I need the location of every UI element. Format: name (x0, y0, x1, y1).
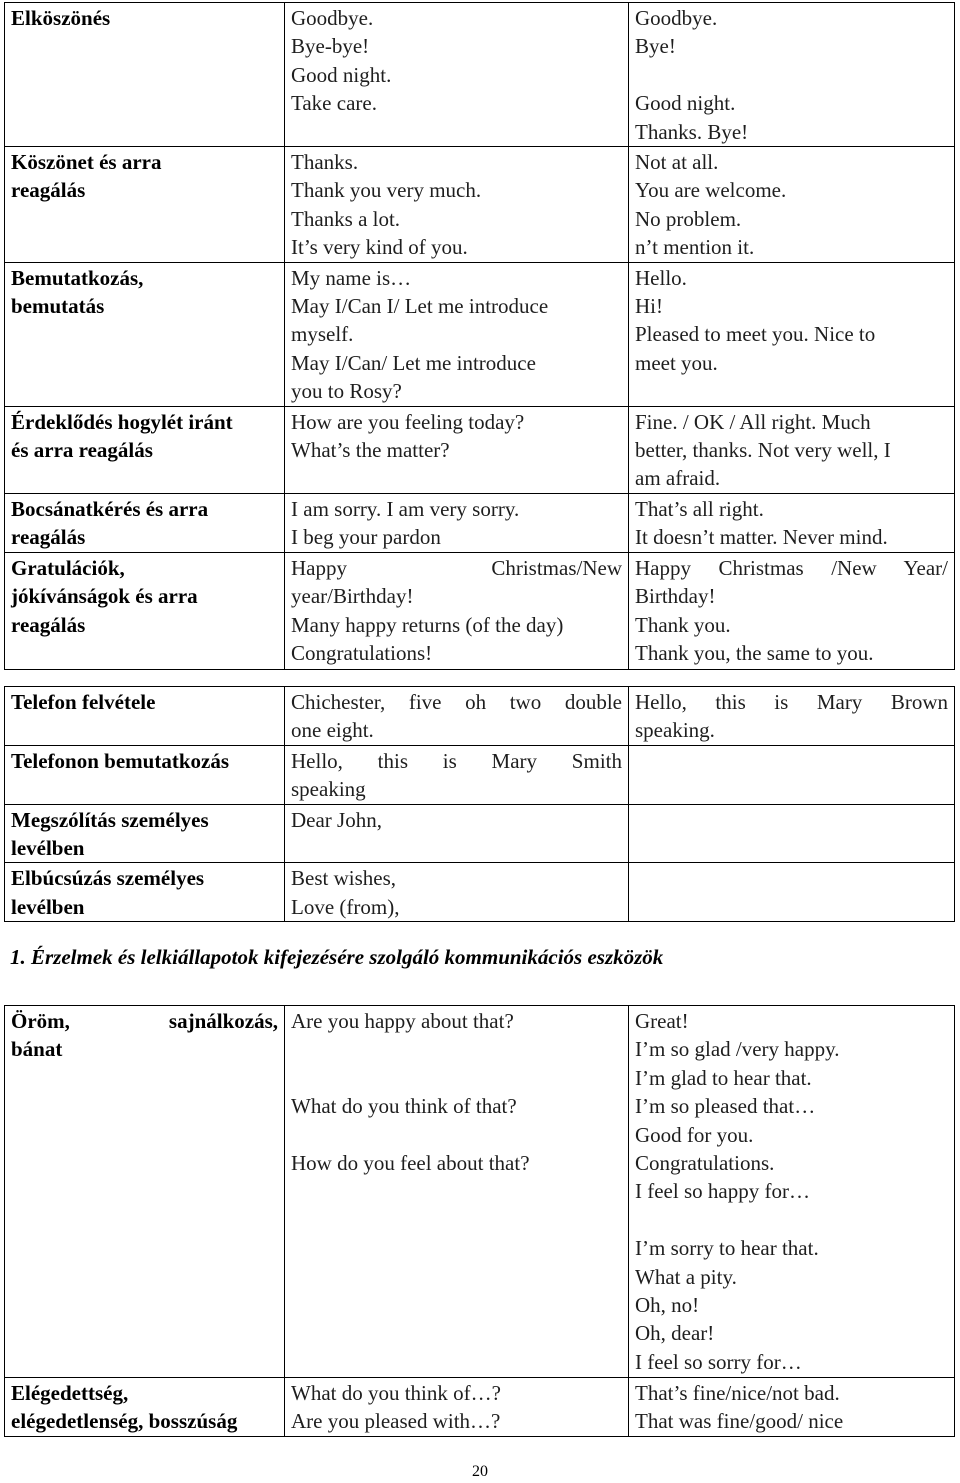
cell-line: Thank you, the same to you. (635, 640, 874, 665)
response-cell (629, 147, 955, 263)
cell-line: I beg your pardon (291, 525, 441, 550)
greetings-table (4, 2, 955, 670)
table-row (5, 863, 955, 922)
phrase-cell (285, 3, 629, 147)
cell-line: Goodbye. (291, 6, 374, 30)
phrase-cell (285, 552, 629, 669)
cell-line: Elégedettség, (11, 1381, 129, 1405)
cell-line: am afraid. (635, 466, 721, 491)
category-cell (5, 863, 285, 922)
cell-line: bánat (11, 1037, 63, 1062)
category-cell (5, 262, 285, 406)
cell-line: Oh, dear! (635, 1321, 715, 1346)
response-cell (629, 1006, 955, 1378)
cell-line (291, 1121, 622, 1149)
cell-line: Goodbye. (635, 6, 718, 30)
cell-line: myself. (291, 322, 354, 347)
response-cell (629, 406, 955, 493)
cell-line: Chichester, five oh two double (291, 690, 622, 714)
cell-line: Birthday! (635, 584, 716, 609)
category-cell (5, 1378, 285, 1437)
cell-line: Take care. (291, 91, 377, 116)
response-cell (629, 262, 955, 406)
cell-line: reagálás (11, 525, 86, 550)
cell-line: Bemutatkozás, (11, 265, 144, 290)
page-number: 20 (472, 1463, 488, 1480)
cell-line: Not at all. (635, 150, 719, 175)
cell-line: Telefon felvétele (11, 690, 156, 714)
category-cell (5, 493, 285, 552)
cell-line: Megszólítás személyes (11, 807, 209, 832)
phrase-cell (285, 262, 629, 406)
table-row (5, 406, 955, 493)
cell-line: Good night. (291, 62, 392, 87)
cell-line: Telefonon bemutatkozás (11, 748, 229, 773)
table-row (5, 493, 955, 552)
cell-line: I’m so pleased that… (635, 1094, 816, 1119)
cell-line: Are you happy about that? (291, 1009, 514, 1033)
cell-line: Köszönet és arra (11, 150, 162, 175)
response-cell (629, 745, 955, 804)
table-row (5, 1006, 955, 1378)
cell-line: What do you think of…? (291, 1381, 501, 1405)
category-cell (5, 147, 285, 263)
cell-line (291, 1035, 622, 1063)
cell-line: Thanks. Bye! (635, 119, 749, 144)
cell-line: Love (from), (291, 894, 400, 919)
cell-line: Bocsánatkérés és arra (11, 496, 209, 521)
cell-line: Gratulációk, (11, 555, 125, 580)
cell-line: Hello, this is Mary Brown (635, 690, 948, 714)
category-cell (5, 406, 285, 493)
cell-line: Elköszönés (11, 6, 111, 30)
cell-line: reagálás (11, 612, 86, 637)
cell-line: speaking. (635, 718, 715, 743)
response-cell (629, 863, 955, 922)
category-cell (5, 3, 285, 147)
cell-line: Fine. / OK / All right. Much (635, 409, 871, 434)
table-row (5, 147, 955, 263)
response-cell (629, 687, 955, 746)
response-cell (629, 493, 955, 552)
category-cell (5, 1006, 285, 1378)
cell-line: Hello. (635, 265, 687, 290)
phrase-cell (285, 493, 629, 552)
cell-line: Bye! (635, 34, 676, 59)
phrase-cell (285, 1378, 629, 1437)
phrase-cell (285, 863, 629, 922)
phrase-cell (285, 687, 629, 746)
phrase-cell (285, 406, 629, 493)
phrase-cell (285, 804, 629, 863)
cell-line: You are welcome. (635, 178, 787, 203)
cell-line (635, 1206, 948, 1234)
table-row (5, 3, 955, 147)
cell-line: és arra reagálás (11, 438, 153, 463)
cell-line: Great! (635, 1009, 689, 1033)
cell-line: I’m glad to hear that. (635, 1065, 812, 1090)
cell-line: No problem. (635, 206, 742, 231)
cell-line: My name is… (291, 265, 412, 290)
cell-line: levélben (11, 836, 85, 861)
response-cell (629, 3, 955, 147)
cell-line: What do you think of that? (291, 1094, 517, 1119)
cell-line: jókívánságok és arra (11, 584, 198, 609)
cell-line: Thank you very much. (291, 178, 482, 203)
cell-line: Érdeklődés hogylét iránt (11, 409, 233, 434)
cell-line: Hello, this is Mary Smith (291, 748, 622, 773)
cell-line: Bye-bye! (291, 34, 370, 59)
cell-line: How are you feeling today? (291, 409, 525, 434)
cell-line: Thanks a lot. (291, 206, 401, 231)
cell-line: Congratulations. (635, 1151, 775, 1176)
response-cell (629, 1378, 955, 1437)
cell-line: bemutatás (11, 294, 105, 319)
emotions-table (4, 1005, 955, 1437)
cell-line: you to Rosy? (291, 379, 402, 404)
cell-line: May I/Can I/ Let me introduce (291, 294, 549, 319)
cell-line: year/Birthday! (291, 584, 414, 609)
category-cell (5, 552, 285, 669)
cell-line: It doesn’t matter. Never mind. (635, 525, 888, 550)
category-cell (5, 804, 285, 863)
category-cell (5, 745, 285, 804)
cell-line: That’s all right. (635, 496, 764, 521)
cell-line: Good night. (635, 91, 736, 116)
cell-line: I am sorry. I am very sorry. (291, 496, 520, 521)
table-row (5, 262, 955, 406)
cell-line: Happy Christmas /New Year/ (635, 555, 948, 580)
cell-line: Thank you. (635, 612, 731, 637)
cell-line: What’s the matter? (291, 438, 450, 463)
cell-line: n’t mention it. (635, 235, 755, 260)
cell-line: Many happy returns (of the day) (291, 612, 564, 637)
cell-line: I feel so sorry for… (635, 1349, 802, 1374)
table-row (5, 687, 955, 746)
cell-line: Best wishes, (291, 866, 396, 891)
cell-line: I’m so glad /very happy. (635, 1037, 840, 1062)
cell-line: I’m sorry to hear that. (635, 1236, 819, 1261)
cell-line: That’s fine/nice/not bad. (635, 1381, 840, 1405)
category-cell (5, 687, 285, 746)
cell-line (291, 1064, 622, 1092)
cell-line: elégedetlenség, bosszúság (11, 1409, 238, 1434)
cell-line: It’s very kind of you. (291, 235, 468, 260)
table-row (5, 1378, 955, 1437)
phrase-cell (285, 147, 629, 263)
table-row (5, 552, 955, 669)
section-heading: 1. Érzelmek és lelkiállapotok kifejezésére szolgáló kommunikációs eszközök (10, 945, 664, 969)
phrase-cell (285, 1006, 629, 1378)
cell-line: better, thanks. Not very well, I (635, 438, 891, 463)
cell-line: one eight. (291, 718, 374, 743)
cell-line: Oh, no! (635, 1293, 700, 1318)
cell-line: meet you. (635, 350, 718, 375)
cell-line: Elbúcsúzás személyes (11, 866, 205, 891)
phone-letter-table (4, 686, 955, 922)
table-row (5, 804, 955, 863)
cell-line: Happy Christmas/New (291, 555, 622, 580)
cell-line: Congratulations! (291, 640, 433, 665)
cell-line: May I/Can/ Let me introduce (291, 350, 536, 375)
cell-line: That was fine/good/ nice (635, 1409, 844, 1434)
response-cell (629, 552, 955, 669)
cell-line: How do you feel about that? (291, 1150, 530, 1175)
cell-line: What a pity. (635, 1264, 737, 1289)
cell-line: reagálás (11, 178, 86, 203)
cell-line: Are you pleased with…? (291, 1409, 501, 1434)
cell-line: Good for you. (635, 1122, 754, 1147)
cell-line: Pleased to meet you. Nice to (635, 322, 876, 347)
response-cell (629, 804, 955, 863)
phrase-cell (285, 745, 629, 804)
cell-line: I feel so happy for… (635, 1179, 810, 1204)
cell-line: Thanks. (291, 150, 359, 175)
cell-line: speaking (291, 777, 366, 802)
cell-line: Dear John, (291, 807, 382, 832)
cell-line: Hi! (635, 294, 663, 319)
cell-line: levélben (11, 894, 85, 919)
table-row (5, 745, 955, 804)
cell-line: Öröm, sajnálkozás, (11, 1009, 278, 1033)
cell-line (635, 61, 948, 89)
